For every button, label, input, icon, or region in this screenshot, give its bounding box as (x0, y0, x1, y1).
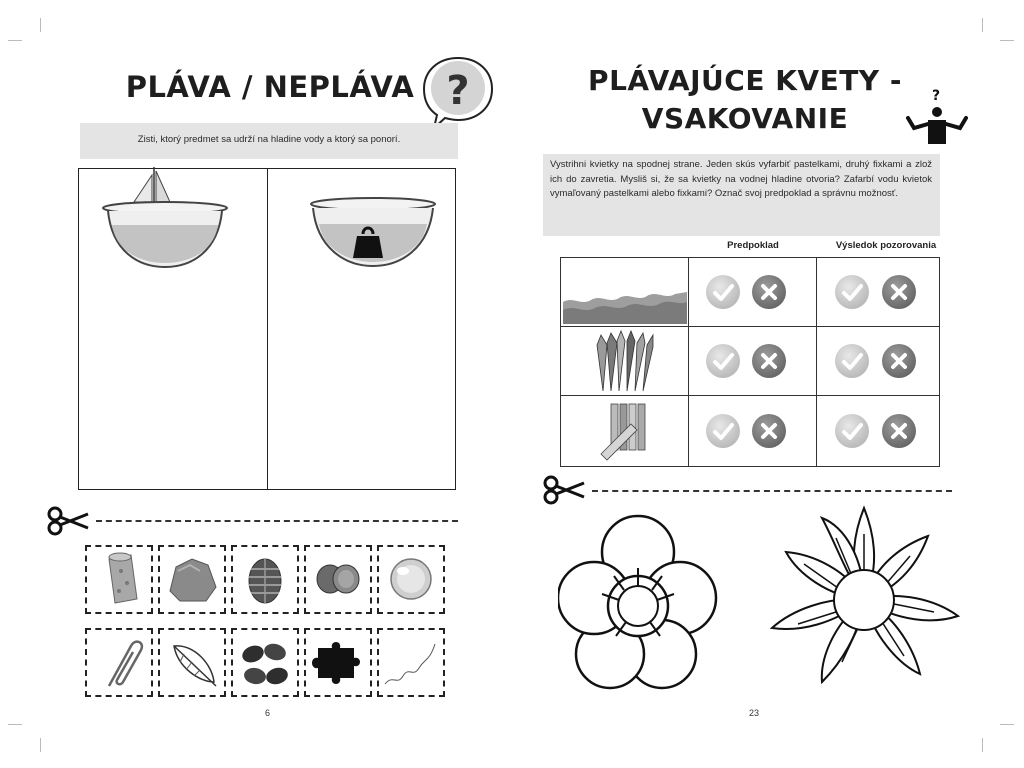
left-page-title: PLÁVA / NEPLÁVA (125, 70, 415, 104)
cut-line (592, 490, 952, 492)
checkmark-icon[interactable] (835, 344, 869, 378)
right-instruction-text: Vystrihni kvietky na spodnej strane. Jeden skús vyfarbiť pastelkami, druhý fixkami a zlož ich do zavretia. Mysliš si, že sa kvietky na vodnej hladine otvoria? Zafarbí vodu kvietok vymaľovaný pastelkami alebo fixkami? Označ svoj predpoklad a správnu možnosť. (550, 159, 932, 199)
column-divider (267, 169, 268, 489)
round-petal-flower-icon[interactable] (558, 508, 718, 692)
cutout-bottle-caps[interactable] (304, 545, 372, 614)
crop-mark (1000, 40, 1014, 41)
checkmark-icon[interactable] (706, 414, 740, 448)
cutout-pinecone[interactable] (231, 545, 299, 614)
cutout-thread[interactable] (377, 628, 445, 697)
scissors-icon (542, 475, 586, 505)
marble-icon (379, 547, 443, 612)
water-waves-icon (561, 258, 688, 326)
crop-mark (40, 18, 41, 32)
cutout-paperclip[interactable] (85, 628, 153, 697)
cork-icon (87, 547, 151, 612)
left-instruction-box (80, 123, 458, 159)
row-markers (560, 395, 689, 467)
cutout-beans[interactable] (231, 628, 299, 697)
question-mark-label: ? (932, 88, 941, 104)
cutout-cork[interactable] (85, 545, 153, 614)
puzzle-piece-icon (306, 630, 370, 695)
pinecone-icon (233, 547, 297, 612)
cutout-puzzle-piece[interactable] (304, 628, 372, 697)
paperclip-icon (87, 630, 151, 695)
crop-mark (8, 40, 22, 41)
right-instruction-box (543, 154, 940, 236)
cross-icon[interactable] (882, 344, 916, 378)
cutout-marble[interactable] (377, 545, 445, 614)
beans-icon (233, 630, 297, 695)
cross-icon[interactable] (752, 275, 786, 309)
col-header-result: Výsledok pozorovania (835, 240, 937, 251)
cross-icon[interactable] (882, 275, 916, 309)
cross-icon[interactable] (882, 414, 916, 448)
checkmark-icon[interactable] (706, 344, 740, 378)
checkmark-icon[interactable] (706, 275, 740, 309)
svg-text:?: ? (446, 68, 470, 114)
markers-icon (561, 396, 688, 466)
col-header-prediction: Predpoklad (727, 240, 779, 251)
crop-mark (40, 738, 41, 752)
left-page-number: 6 (265, 708, 271, 718)
crop-mark (1000, 724, 1014, 725)
right-page-title-line1: PLÁVAJÚCE KVETY - (588, 64, 902, 97)
pointed-petal-flower-icon[interactable] (764, 504, 964, 694)
bowl-sinks-icon (305, 196, 441, 272)
row-water (560, 257, 689, 327)
colored-pencils-icon (561, 327, 688, 395)
crop-mark (982, 18, 983, 32)
bottle-caps-icon (306, 547, 370, 612)
cutout-rock[interactable] (158, 545, 226, 614)
bowl-floats-icon (100, 155, 230, 273)
cutout-feather[interactable] (158, 628, 226, 697)
thread-icon (379, 630, 443, 695)
shrugging-person-icon (904, 106, 968, 146)
rock-icon (160, 547, 224, 612)
right-page-title-line2: VSAKOVANIE (641, 102, 849, 135)
left-instruction-text: Zisti, ktorý predmet sa udrží na hladine vody a ktorý sa ponorí. (137, 134, 401, 145)
checkmark-icon[interactable] (835, 414, 869, 448)
row-colored-pencils (560, 326, 689, 396)
cross-icon[interactable] (752, 414, 786, 448)
crop-mark (8, 724, 22, 725)
cross-icon[interactable] (752, 344, 786, 378)
question-bubble-icon (418, 52, 498, 132)
scissors-icon (46, 506, 90, 536)
feather-icon (160, 630, 224, 695)
cut-line (96, 520, 458, 522)
crop-mark (982, 738, 983, 752)
checkmark-icon[interactable] (835, 275, 869, 309)
right-page-number: 23 (749, 708, 760, 718)
